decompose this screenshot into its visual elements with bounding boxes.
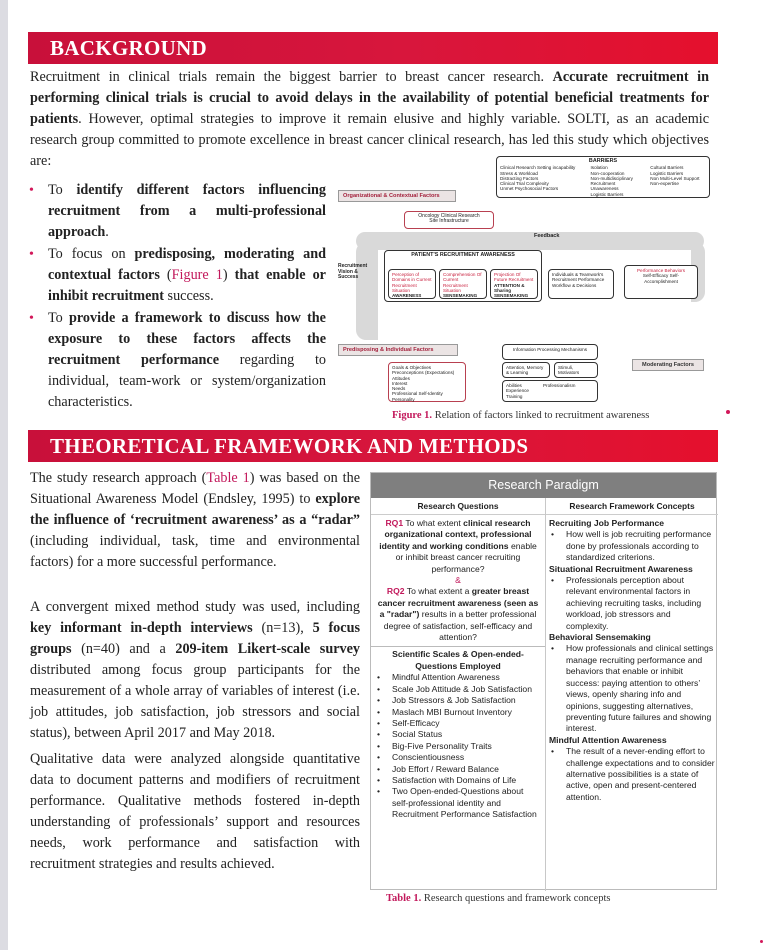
concepts-column — [549, 518, 715, 803]
research-paradigm-table — [370, 472, 717, 890]
attention-memory-box: Attention, Memory & Learning — [502, 362, 550, 378]
scale-item: • Self-Efficacy — [375, 718, 541, 729]
concept-item: • Professionals perception about relevant environmental factors in achieving recruiting tasks, including workload, job stressors and complexity. — [549, 575, 715, 632]
scale-item: • Two Open-ended-Questions about self-professional identity and Recruitment Performance Satisfaction — [375, 786, 541, 820]
figure-1-link[interactable]: Figure 1 — [171, 267, 223, 283]
feedback-loop-left — [356, 242, 378, 340]
barriers-box: BARRIERS Clinical Research Setting incapability Stress & Workload Distracting Factors Clinical Trial Complexity Unmet Psychosocial Factors Isolation Non-cooperation Non-multidisciplinary Recruitment Unawareness Logistic Barriers Cultural Barriers Logistic Barriers Non Multi-Level Support Non-expertise — [496, 156, 710, 198]
col-header-questions: Research Questions — [371, 498, 545, 515]
stimuli-box: Stimuli, Motivators — [554, 362, 598, 378]
scales-list — [375, 672, 541, 820]
site-infrastructure-box: Oncology Clinical Research Site Infrastructure — [404, 211, 494, 229]
objective-item: • To provide a framework to discuss how the exposure to these factors affects the recruitment performance regarding to individual, team-work or system/organization characteristics. — [28, 308, 326, 413]
awareness-box: PATIENT'S RECRUITMENT AWARENESS — [384, 250, 542, 302]
rq2-text: RQ2 To what extent a greater breast cancer recruitment awareness (seen as a "radar") results in a better professional degree of satisfaction, self-efficacy and attention? — [377, 586, 539, 643]
figure-1-diagram — [336, 156, 718, 408]
feedback-label: Feedback — [534, 233, 560, 239]
intro-text-cont: . However, optimal strategies to improve it remain elusive and highly variable. SOLTI, as an academic research group committed to promote excellence in breast cancer clinical research, has led this study which objectives are: — [30, 111, 709, 169]
org-factors-label: Organizational & Contextual Factors — [338, 190, 456, 202]
objective-item: • To identify different factors influencing recruitment from a multi-professional approach. — [28, 180, 326, 243]
methods-paragraph-2: A convergent mixed method study was used, including key informant in-depth interviews (n=13), 5 focus groups (n=40) and a 209-item Likert-scale survey distributed among focus group participants for the measurement of a whole array of variables of interest (i.e. job attitudes, job satisfaction, job stressors and social status), between April 2017 and May 2018. — [30, 599, 360, 741]
table-1-caption: Table 1. Research questions and framework concepts — [386, 893, 611, 904]
feedback-loop — [356, 232, 704, 250]
background-title: BACKGROUND — [50, 36, 208, 60]
col-header-concepts: Research Framework Concepts — [546, 498, 718, 515]
methods-paragraph-3: Qualitative data were analyzed alongside quantitative data to document patterns and modifiers of recruitment performance. Qualitative methods fostered in-depth understanding of professionals’ support and resources needs, work performance and satisfaction with recruitment strategies and results achieved. — [30, 751, 360, 872]
scale-item: • Satisfaction with Domains of Life — [375, 775, 541, 786]
performance-box: Performance Behaviors Self-Efficacy Self-Accomplishment — [624, 265, 698, 299]
scale-item: • Job Effort / Reward Balance — [375, 764, 541, 775]
concept-title: Recruiting Job Performance — [549, 518, 665, 528]
column-divider — [545, 498, 546, 891]
concept-item: • How professionals and clinical settings manage recruiting performance and behaviors that enable or inhibit success: paying attention to others’ views, openly sharing info and opinions, suggesting alternatives, preventing future failures and showing interest. — [549, 643, 715, 734]
info-processing-box: Information Processing Mechanisms — [502, 344, 598, 360]
figure-1-caption: Figure 1. Relation of factors linked to recruitment awareness — [392, 410, 650, 421]
objectives-list — [28, 180, 326, 414]
vision-label: Recruitment Vision & Success — [338, 263, 368, 281]
comprehension-box: Comprehension Of Current Recruitment Situation SENSEMAKING — [439, 269, 487, 299]
scale-item: • Mindful Attention Awareness — [375, 672, 541, 683]
scale-item: • Big-Five Personality Traits — [375, 741, 541, 752]
left-edge-strip — [0, 0, 8, 950]
decorative-dot — [726, 410, 730, 414]
table-title: Research Paradigm — [371, 473, 716, 498]
concept-title: Mindful Attention Awareness — [549, 734, 667, 745]
scale-item: • Conscientiousness — [375, 752, 541, 763]
methods-title: THEORETICAL FRAMEWORK AND METHODS — [50, 434, 529, 458]
moderating-label: Moderating Factors — [632, 359, 704, 371]
rq-ampersand: & — [455, 575, 461, 586]
individual-factors-box: Goals & Objectives Preconceptions (Expectations) Attitudes Interest Needs Professional Self-Identity Personality — [388, 362, 466, 402]
scale-item: • Scale Job Attitude & Job Satisfaction — [375, 684, 541, 695]
decorative-dot — [760, 940, 763, 943]
scale-item: • Social Status — [375, 729, 541, 740]
table-1-link[interactable]: Table 1 — [206, 470, 250, 486]
scale-item: • Job Stressors & Job Satisfaction — [375, 695, 541, 706]
concept-title: Situational Recruitment Awareness — [549, 563, 693, 574]
perception-box: Perception of Domains in Current Recruitment Situation AWARENESS — [388, 269, 436, 299]
methods-section-banner — [28, 430, 718, 462]
methods-paragraph-1: The study research approach (Table 1) was based on the Situational Awareness Model (Endsley, 1995) to explore the influence of ‘recruitment awareness’ as a “radar” (including individual, task, time and environmental factors) for a more successful performance. — [30, 470, 360, 570]
projection-box: Projection Of Future Recruitment ATTENTION & Sharing SENSEMAKING — [490, 269, 538, 299]
concept-item: • The result of a never-ending effort to challenge expectations and to consider alternative possibilities is a state of active, open and present-centered attention. — [549, 746, 715, 803]
predisposing-label: Predisposing & Individual Factors — [338, 344, 458, 356]
intro-text: Recruitment in clinical trials remain the biggest barrier to breast cancer research. — [30, 69, 553, 85]
abilities-box: Abilities Experience Training Professionalism — [502, 380, 598, 402]
concept-item: • How well is job recruiting performance done by professionals according to standardized criterions. — [549, 529, 715, 563]
intro-emphasis: Accurate recruitment in performing clinical trials is crucial to avoid delays in the availability of potential beneficial treatments for patients — [30, 69, 709, 127]
scales-title: Scientific Scales & Open-ended-Questions Employed — [392, 649, 524, 671]
background-section-banner — [28, 32, 718, 64]
scale-item: • Maslach MBI Burnout Inventory — [375, 707, 541, 718]
section-divider — [371, 646, 545, 647]
rq1-text: RQ1 To what extent clinical research organizational context, professional identity and working conditions enable or inhibit breast cancer recruiting performance? — [379, 518, 537, 574]
individuals-box: Individuals & Teamwork's Recruitment Performance Workflow & Decisions — [548, 269, 614, 299]
questions-column — [375, 518, 541, 821]
concept-title: Behavioral Sensemaking — [549, 632, 651, 643]
objective-item: • To focus on predisposing, moderating and contextual factors (Figure 1) that enable or inhibit recruitment success. — [28, 244, 326, 307]
